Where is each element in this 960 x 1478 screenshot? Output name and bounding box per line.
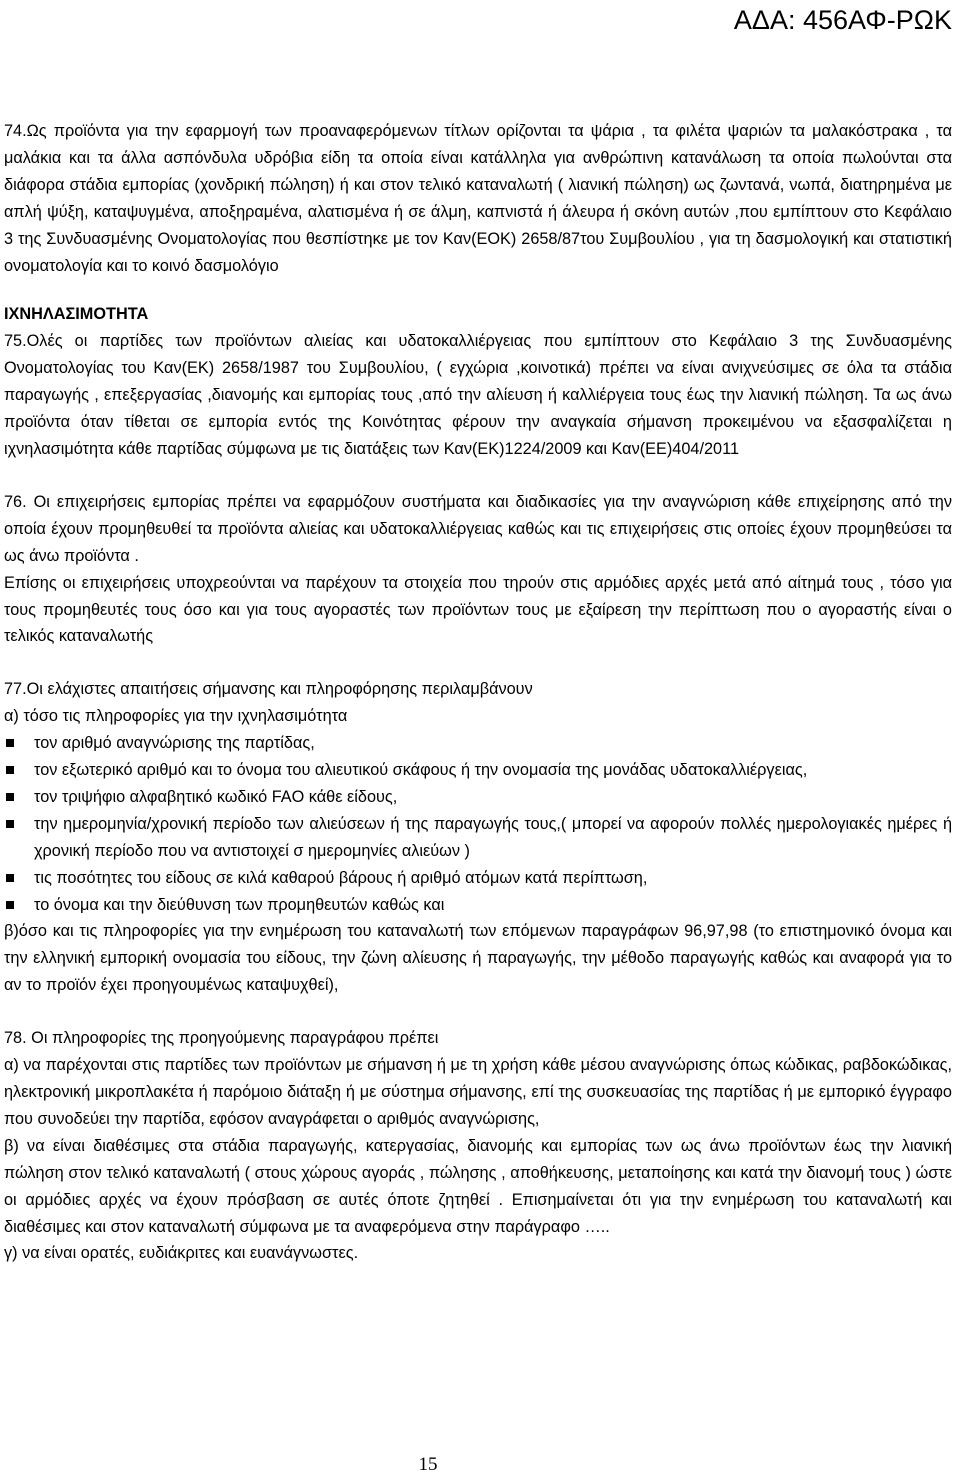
list-item-text: τον εξωτερικό αριθμό και το όνομα του αλιευτικού σκάφους ή την ονομασία της μονάδας υδατοκαλλιέργειας, <box>34 761 808 780</box>
list-item <box>4 784 952 811</box>
list-item <box>4 757 952 784</box>
list-item <box>4 865 952 892</box>
square-bullet-icon <box>6 901 14 909</box>
square-bullet-icon <box>6 793 14 801</box>
square-bullet-icon <box>6 739 14 747</box>
list-item-text: την ημερομηνία/χρονική περίοδο των αλιεύσεων ή της παραγωγής τους,( μπορεί να αφορούν πολλές ημερολογιακές ημέρες ή χρονική περίοδο που να αντιστοιχεί σ ημερομηνίες αλιεύων ) <box>34 814 952 860</box>
traceability-info-list <box>4 730 952 918</box>
square-bullet-icon <box>6 820 14 828</box>
paragraph-78-a: α) να παρέχονται στις παρτίδες των προϊόντων με σήμανση ή με τη χρήση κάθε μέσου αναγνώρισης όπως κώδικας, ραβδοκώδικας, ηλεκτρονική μικροπλακέτα ή παρόμοιο διάταξη ή με σύστημα σήμανσης, επί της συσκευασίας της παρτίδας ή με εμπορικό έγγραφο που συνοδεύει την παρτίδα, εφόσον αναγράφεται ο αριθμός αναγνώρισης, <box>4 1056 952 1128</box>
spacer <box>4 650 952 676</box>
section-heading-traceability: ΙΧΝΗΛΑΣΙΜΟΤΗΤΑ <box>4 305 149 324</box>
square-bullet-icon <box>6 766 14 774</box>
page-number: 15 <box>418 1454 438 1475</box>
paragraph-74: 74.Ως προϊόντα για την εφαρμογή των προαναφερόμενων τίτλων ορίζονται τα ψάρια , τα φιλέτα ψαριών τα μαλακόστρακα , τα μαλάκια και τα άλλα ασπόνδυλα υδρόβια είδη τα οποία είναι κατάλληλα για ανθρώπινη κατανάλωση τα οποία πωλούνται στα διάφορα στάδια εμπορίας (χονδρική πώληση) ή και στον τελικό καταναλωτή ( λιανική πώληση) ως ζωντανά, νωπά, διατηρημένα με απλή ψύξη, καταψυγμένα, αποξηραμένα, αλατισμένα ή σε άλμη, καπνιστά ή άλευρα ή σκόνη αυτών ,που εμπίπτουν στο Κεφάλαιο 3 της Συνδυασμένης Ονοματολογίας που θεσπίστηκε με τον Καν(ΕΟΚ) 2658/87του Συμβουλίου , για τη δασμολογική και στατιστική ονοματολογία και το κοινό δασμολόγιο <box>4 122 952 275</box>
paragraph-75: 75.Ολές οι παρτίδες των προϊόντων αλιείας και υδατοκαλλιέργειας που εμπίπτουν στο Κεφάλαιο 3 της Συνδυασμένης Ονοματολογίας του Καν(ΕΚ) 2658/1987 του Συμβουλίου, ( εγχώρια ,κοινοτικά) πρέπει να είναι ανιχνεύσιμες σε όλα τα στάδια παραγωγής , επεξεργασίας ,διανομής και εμπορίας τους ,από την αλίευση ή καλλιέργεια τους έως την λιανική πώληση. Τα ως άνω προϊόντα όταν τίθεται σε εμπορία εντός της Κοινότητας φέρουν την αναγκαία σήμανση προκειμένου να εξασφαλίζεται η ιχνηλασιμότητα κάθε παρτίδας σύμφωνα με τις διατάξεις των Καν(ΕΚ)1224/2009 και Καν(ΕΕ)404/2011 <box>4 332 952 458</box>
paragraph-77-intro: 77.Οι ελάχιστες απαιτήσεις σήμανσης και πληροφόρησης περιλαμβάνουν <box>4 680 533 699</box>
paragraph-76-part1: 76. Οι επιχειρήσεις εμπορίας πρέπει να εφαρμόζουν συστήματα και διαδικασίες για την αναγνώριση κάθε επιχείρησης από την οποία έχουν προμηθευθεί τα προϊόντα αλιείας και υδατοκαλλιέργειας καθώς και τις επιχειρήσεις στις οποίες έχουν προμηθεύσει τα ως άνω προϊόντα . <box>4 492 952 565</box>
spacer <box>4 999 952 1025</box>
square-bullet-icon <box>6 874 14 882</box>
spacer <box>4 463 952 489</box>
paragraph-78-intro: 78. Οι πληροφορίες της προηγούμενης παραγράφου πρέπει <box>4 1029 439 1048</box>
list-item-text: τις ποσότητες του είδους σε κιλά καθαρού βάρους ή αριθμό ατόμων κατά περίπτωση, <box>34 868 648 887</box>
paragraph-78-c: γ) να είναι ορατές, ευδιάκριτες και ευανάγνωστες. <box>4 1244 359 1263</box>
list-item-text: το όνομα και την διεύθυνση των προμηθευτών καθώς και <box>34 895 445 914</box>
paragraph-77-a: α) τόσο τις πληροφορίες για την ιχνηλασιμότητα <box>4 707 348 726</box>
paragraph-78-b: β) να είναι διαθέσιμες στα στάδια παραγωγής, κατεργασίας, διανομής και εμπορίας των ως άνω προϊόντων έως την λιανική πώληση στον τελικό καταναλωτή ( στους χώρους αγοράς , πώλησης , αποθήκευσης, μεταποίησης και κατά την διανομή τους ) ώστε οι αρμόδιες αρχές να έχουν πρόσβαση σε αυτές όποτε ζητηθεί . Επισημαίνεται ότι για την ενημέρωση του καταναλωτή και διαθέσιμες και στον καταναλωτή σύμφωνα με τα αναφερόμενα στην παράγραφο ….. <box>4 1136 952 1236</box>
paragraph-76-part2: Επίσης οι επιχειρήσεις υποχρεούνται να παρέχουν τα στοιχεία που τηρούν στις αρμόδιες αρχές μετά από αίτημά τους , τόσο για τους προμηθευτές τους όσο και για τους αγοραστές των προϊόντων τους με εξαίρεση την περίπτωση που ο αγοραστής είναι ο τελικός καταναλωτής <box>4 573 952 646</box>
list-item <box>4 892 952 919</box>
ada-document-id: ΑΔΑ: 456ΑΦ-ΡΩΚ <box>733 5 952 35</box>
list-item-text: τον τριψήφιο αλφαβητικό κωδικό FAO κάθε είδους, <box>34 787 398 806</box>
list-item <box>4 730 952 757</box>
spacer <box>4 279 952 297</box>
list-item <box>4 811 952 865</box>
paragraph-77-b: β)όσο και τις πληροφορίες για την ενημέρωση του καταναλωτή των επόμενων παραγράφων 96,97,98 (το επιστημονικό όνομα και την ελληνική εμπορική ονομασία του είδους, την ζώνη αλίευσης ή παραγωγής, την μέθοδο παραγωγής καθώς και αναφορά για το αν το προϊόν έχει προηγουμένως καταψυχθεί), <box>4 922 952 995</box>
document-body <box>4 118 952 1267</box>
list-item-text: τον αριθμό αναγνώρισης της παρτίδας, <box>34 734 315 753</box>
